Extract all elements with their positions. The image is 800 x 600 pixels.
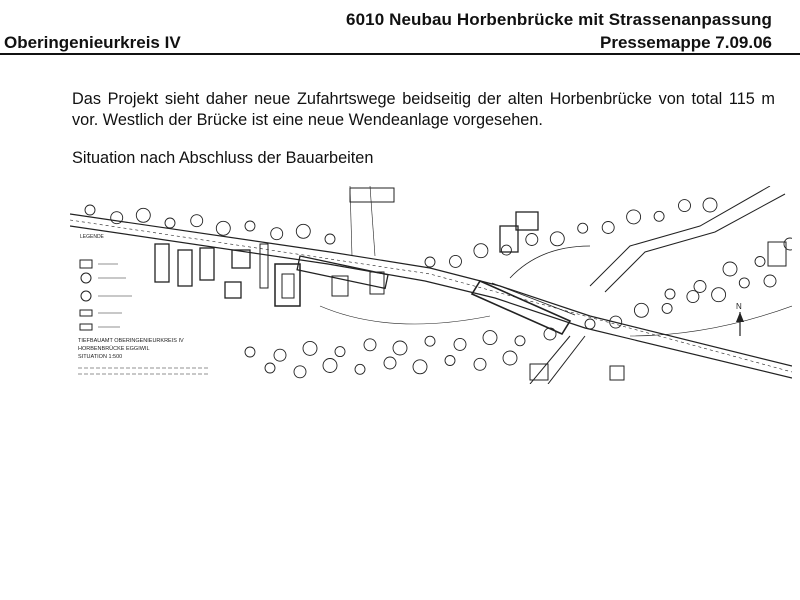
tree-symbol [687,291,699,303]
tree-symbol [245,347,255,357]
tree-symbol [393,341,407,355]
tree-symbol [265,363,275,373]
title-block-line-2: HORBENBRÜCKE EGGIWIL [78,346,150,352]
tree-symbol [602,222,614,234]
tree-symbol [303,341,317,355]
figure-caption: Situation nach Abschluss der Bauarbeiten [72,149,374,167]
tree-symbol [712,288,726,302]
tree-symbol [425,336,435,346]
tree-symbol [764,275,776,287]
tree-symbol [503,351,517,365]
tree-symbol [578,223,588,233]
tree-symbol [384,357,396,369]
legend-heading: LEGENDE [80,234,104,240]
tree-symbol [550,232,564,246]
tree-symbol [136,208,150,222]
tree-symbol [627,210,641,224]
tree-symbol [654,211,664,221]
tree-symbol [515,336,525,346]
office-name: Oberingenieurkreis IV [4,33,181,52]
tree-symbol [364,339,376,351]
tree-symbol [665,289,675,299]
tree-symbol [679,200,691,212]
tree-symbols [85,198,792,378]
tree-symbol [544,328,556,340]
tree-symbol [445,356,455,366]
tree-symbol [425,257,435,267]
tree-symbol [585,319,595,329]
tree-symbol [413,360,427,374]
title-block-line-1: TIEFBAUAMT OBERINGENIEURKREIS IV [78,338,184,344]
tree-symbol [526,234,538,246]
header-rule [0,53,800,55]
body-paragraph: Das Projekt sieht daher neue Zufahrtswege beidseitig der alten Horbenbrücke von total 115 m vor. Westlich der Brücke ist eine neue Wendeanlage vorgesehen. [72,90,775,129]
site-plan-drawing [70,186,792,384]
tree-symbol [274,349,286,361]
tree-symbol [694,281,706,293]
tree-symbol [85,205,95,215]
tree-symbol [191,215,203,227]
tree-symbol [723,262,737,276]
tree-symbol [111,212,123,224]
tree-symbol [355,364,365,374]
tree-symbol [165,218,175,228]
tree-symbol [245,221,255,231]
tree-symbol [634,303,648,317]
tree-symbol [325,234,335,244]
tree-symbol [216,221,230,235]
tree-symbol [454,338,466,350]
title-block-line-3: SITUATION 1:500 [78,354,123,360]
page-header [0,0,800,56]
north-label: N [736,302,742,311]
tree-symbol [294,366,306,378]
document-title: 6010 Neubau Horbenbrücke mit Strassenanpassung [346,10,772,29]
tree-symbol [703,198,717,212]
tree-symbol [755,257,765,267]
tree-symbol [501,245,511,255]
north-arrow-icon [736,302,744,336]
tree-symbol [662,303,672,313]
tree-symbol [483,331,497,345]
press-kit-date: Pressemappe 7.09.06 [599,33,772,52]
tree-symbol [739,278,749,288]
tree-symbol [784,238,792,250]
tree-symbol [450,255,462,267]
tree-symbol [271,228,283,240]
tree-symbol [323,359,337,373]
tree-symbol [296,224,310,238]
tree-symbol [474,244,488,258]
tree-symbol [335,347,345,357]
tree-symbol [474,358,486,370]
